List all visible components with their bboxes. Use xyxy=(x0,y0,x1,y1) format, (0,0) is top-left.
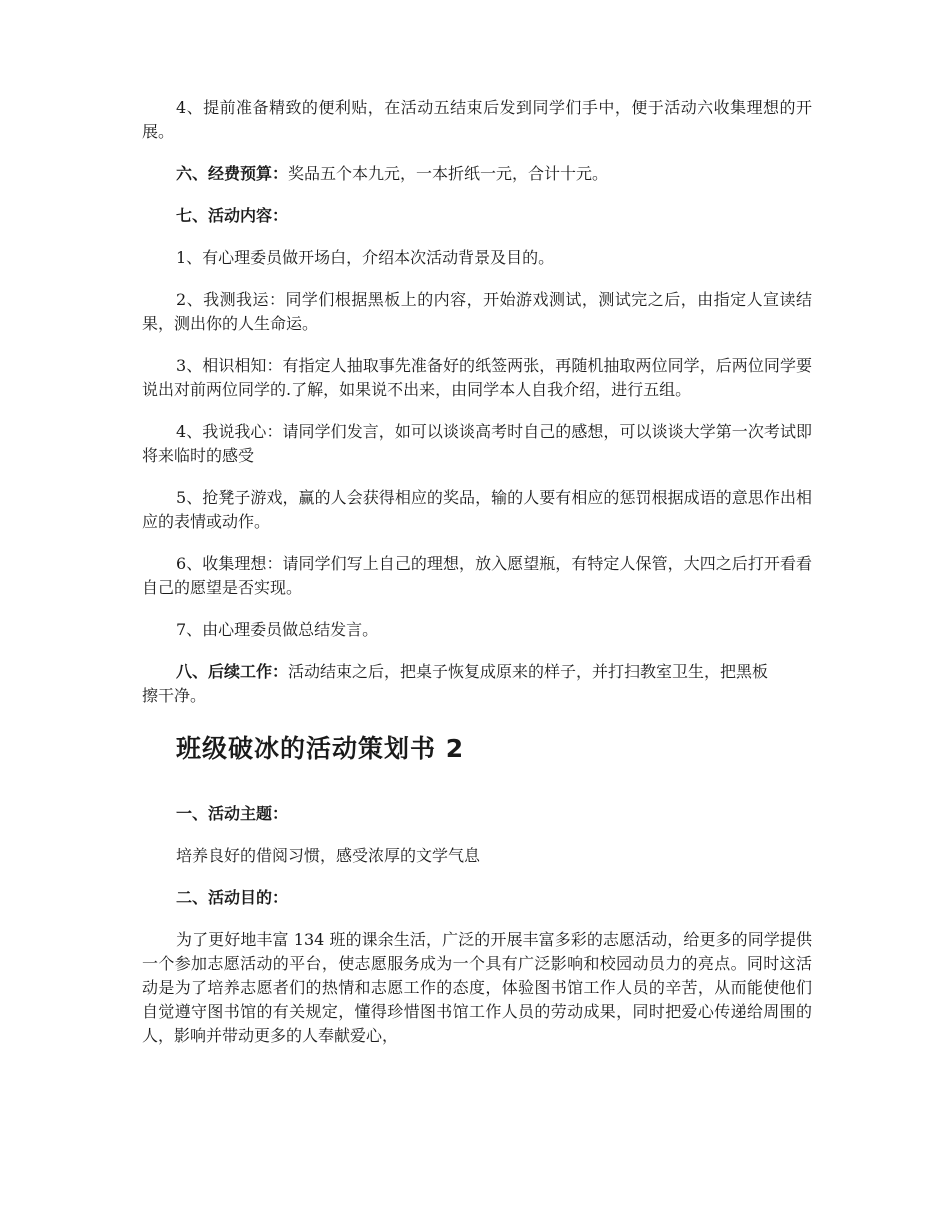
paragraph-item-5: 5、抢凳子游戏，赢的人会获得相应的奖品，输的人要有相应的惩罚根据成语的意思作出相应的表情或动作。 xyxy=(142,488,812,531)
paragraph-item-2: 2、我测我运：同学们根据黑板上的内容，开始游戏测试，测试完之后，由指定人宣读结果，测出你的人生命运。 xyxy=(142,290,812,333)
section-title-2: 班级破冰的活动策划书 2 xyxy=(176,734,465,763)
document-page xyxy=(142,96,812,1066)
paragraph-purpose: 为了更好地丰富 134 班的课余生活，广泛的开展丰富多彩的志愿活动，给更多的同学提供一个参加志愿活动的平台，使志愿服务成为一个具有广泛影响和校园动员力的亮点。同时这活动是为了培养志愿者们的热情和志愿工作的态度，体验图书馆工作人员的辛苦，从而能使他们自觉遵守图书馆的有关规定，懂得珍惜图书馆工作人员的劳动成果，同时把爱心传递给周围的人，影响并带动更多的人奉献爱心， xyxy=(142,930,812,1045)
paragraph-followup xyxy=(142,660,812,708)
paragraph-item-1: 1、有心理委员做开场白，介绍本次活动背景及目的。 xyxy=(176,248,555,267)
budget-label: 六、经费预算： xyxy=(176,164,289,183)
followup-label: 八、后续工作： xyxy=(176,662,289,681)
heading-theme: 一、活动主题： xyxy=(176,804,289,823)
paragraph-theme: 培养良好的借阅习惯，感受浓厚的文学气息 xyxy=(176,846,481,865)
heading-activity-content: 七、活动内容： xyxy=(176,206,289,225)
paragraph-budget xyxy=(142,162,812,186)
paragraph-item-4: 4、我说我心：请同学们发言，如可以谈谈高考时自己的感想，可以谈谈大学第一次考试即将来临时的感受 xyxy=(142,422,812,465)
paragraph-item-7: 7、由心理委员做总结发言。 xyxy=(176,620,379,639)
paragraph-item-3: 3、相识相知：有指定人抽取事先准备好的纸签两张，再随机抽取两位同学，后两位同学要说出对前两位同学的.了解，如果说不出来，由同学本人自我介绍，进行五组。 xyxy=(142,356,812,399)
paragraph-prep-4: 4、提前准备精致的便利贴，在活动五结束后发到同学们手中，便于活动六收集理想的开展。 xyxy=(142,98,812,141)
heading-purpose: 二、活动目的： xyxy=(176,888,289,907)
budget-text: 奖品五个本九元，一本折纸一元，合计十元。 xyxy=(288,164,609,183)
paragraph-item-6: 6、收集理想：请同学们写上自己的理想，放入愿望瓶，有特定人保管，大四之后打开看看自己的愿望是否实现。 xyxy=(142,554,812,597)
followup-text: 活动结束之后，把桌子恢复成原来的样子，并打扫教室卫生，把黑板擦干净。 xyxy=(142,662,769,705)
